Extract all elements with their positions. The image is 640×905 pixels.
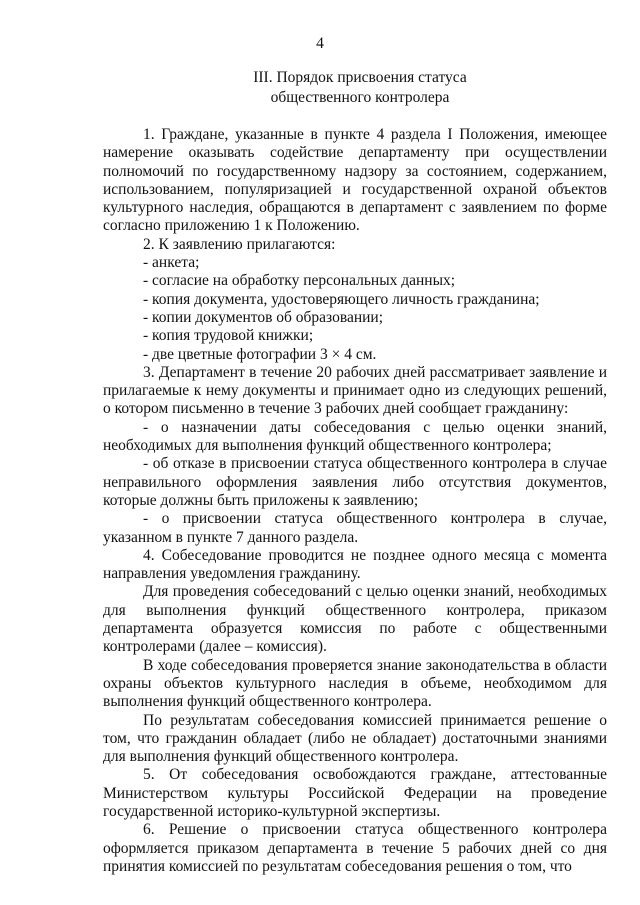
- paragraph: 2. К заявлению прилагаются:: [143, 235, 336, 253]
- list-item: - копия документа, удостоверяющего личность гражданина;: [143, 290, 540, 308]
- document-body: [103, 126, 607, 876]
- paragraph: По результатам собеседования комиссией принимается решение о том, что гражданин обладает (либо не обладает) достаточными знаниями для выполнения функций общественного контролера.: [103, 711, 607, 766]
- paragraph: - об отказе в присвоении статуса общественного контролера в случае неправильного оформления заявления либо отсутствия документов, которые должны быть приложены к заявлению;: [103, 455, 607, 509]
- page-number: 4: [316, 35, 324, 52]
- list-item: - копия трудовой книжки;: [143, 327, 314, 345]
- paragraph: 3. Департамент в течение 20 рабочих дней рассматривает заявление и прилагаемые к нему документы и принимает одно из следующих решений, о котором письменно в течение 3 рабочих дней сообщает гражданину:: [103, 363, 607, 418]
- paragraph: - о присвоении статуса общественного контролера в случае, указанном в пункте 7 данного раздела.: [103, 510, 607, 546]
- section-heading-line-1: III. Порядок присвоения статуса: [253, 69, 467, 86]
- section-heading: [100, 68, 620, 108]
- list-item: - анкета;: [143, 254, 200, 272]
- paragraph: - о назначении даты собеседования с целью оценки знаний, необходимых для выполнения функций общественного контролера;: [103, 418, 607, 455]
- paragraph: 6. Решение о присвоении статуса общественного контролера оформляется приказом департамента в течение 5 рабочих дней со дня принятия комиссией по результатам собеседования решения о том, что: [103, 821, 607, 875]
- paragraph: Для проведения собеседований с целью оценки знаний, необходимых для выполнения функций общественного контролера, приказом департамента образуется комиссия по работе с общественными контролерами (далее – комиссия).: [103, 583, 607, 656]
- list-item: - копии документов об образовании;: [143, 308, 384, 326]
- paragraph: 5. От собеседования освобождаются граждане, аттестованные Министерством культуры Российской Федерации на проведение государственной историко-культурной экспертизы.: [103, 766, 607, 820]
- list-item: - две цветные фотографии 3 × 4 см.: [143, 345, 377, 363]
- list-item: - согласие на обработку персональных данных;: [143, 272, 456, 290]
- paragraph: 4. Собеседование проводится не позднее одного месяца с момента направления уведомления гражданину.: [103, 546, 607, 583]
- section-heading-line-2: общественного контролера: [270, 89, 450, 106]
- paragraph: В ходе собеседования проверяется знание законодательства в области охраны объектов культурного наследия в объеме, необходимом для выполнения функций общественного контролера.: [103, 656, 607, 711]
- paragraph: 1. Граждане, указанные в пункте 4 раздела I Положения, имеющее намерение оказывать содействие департаменту при осуществлении полномочий по государственному надзору за состоянием, содержанием, использованием, популяризацией и государственной охраной объектов культурного наследия, обращаются в департамент с заявлением по форме согласно приложению 1 к Положению.: [103, 126, 607, 235]
